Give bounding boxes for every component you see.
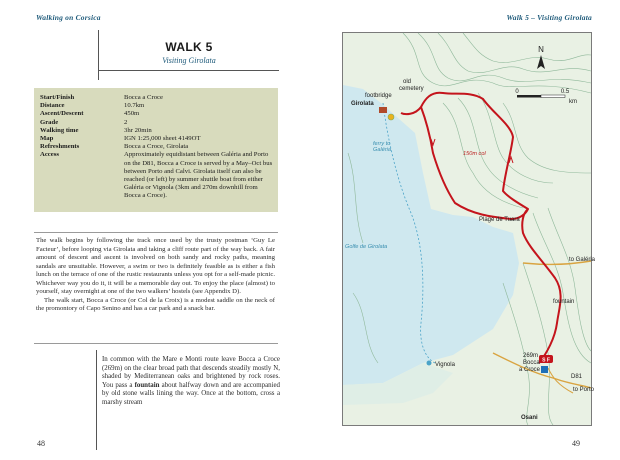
start-finish-label: S F [542, 357, 550, 364]
info-value: 2 [124, 118, 128, 126]
body-text-part: about halfway down and are accompanied by old stone walls lining the way. Once at the bottom, cross a marshy stream [102, 381, 280, 406]
walk-title: WALK 5 [165, 40, 213, 54]
north-label: N [538, 45, 544, 54]
intro-box [34, 232, 278, 344]
label-to-galeria: to Galéria [569, 257, 596, 263]
intro-paragraph: The walk start, Bocca a Croce (or Col de la Croix) is a modest saddle on the neck of the promontory of Capo Senino and has a car park and a snack bar. [36, 296, 275, 312]
label-ferry-2: Galéria [373, 147, 392, 153]
info-row [40, 143, 274, 151]
info-key: Refreshments [40, 143, 80, 151]
label-plage: Plage de Tuara [479, 217, 520, 223]
info-value: Approximately equidistant between Galéria and Porto on the D81, Bocca a Croce is served by a May–Oct bus between Porto and Calvi. Girolata itself can also be reached (or left) by summer shuttle boat from either Galéria or Vignola (3km and 270m downhill from Bocca a Croce). [124, 151, 273, 200]
info-row [40, 119, 274, 127]
label-golfe: Golfe de Girolata [345, 244, 388, 250]
info-row [40, 102, 274, 110]
label-girolata: Girolata [351, 101, 374, 107]
scale-0: 0 [515, 89, 519, 95]
body-text-bold: fountain [134, 381, 160, 389]
label-osani: Osani [521, 415, 538, 421]
label-col: 150m col [463, 151, 486, 157]
info-value: IGN 1:25,000 sheet 4149OT [124, 135, 201, 143]
running-head-left: Walking on Corsica [36, 13, 101, 22]
walk-info-box [34, 88, 278, 212]
subtitle-rule [99, 70, 279, 71]
info-value: 3hr 20min [124, 126, 152, 134]
info-row [40, 94, 274, 102]
vignola-marker [427, 361, 432, 366]
scale-unit: km [569, 99, 577, 105]
info-key: Access [40, 151, 59, 159]
info-value: 450m [124, 110, 140, 118]
info-row [40, 110, 274, 118]
intro-paragraph: The walk begins by following the track once used by the trusty postman ‘Guy Le Facteur’, before looping via Girolata and taking a cliff route part of the way back. A fair amount of descent and ascent is involved on both sandy and rocky paths, meaning sandals are unsuitable. However, a swim or two is definitely feasible as is either a fish lunch on the terrace of one of the rustic restaurants unless you opt for a self-made picnic. Whichever way you do it, it will be a memorable day out. To enjoy the place (almost) to yourself, stay overnight at one of the two walkers’ hostels (see Appendix D). [36, 237, 275, 295]
info-key: Map [40, 135, 54, 143]
title-rule [98, 30, 99, 80]
label-bocca-1: Bocca [523, 360, 540, 366]
body-text [102, 356, 280, 408]
info-value: 10.7km [124, 102, 145, 110]
info-row [40, 127, 274, 135]
label-bocca-2: a Croce [519, 367, 541, 373]
body-text-part: In common with the Mare e Monti route leave Bocca a Croce (269m) on the clear broad path that descends steadily mostly N, shaded by Mediterranean oaks and brightened by rock roses. You pass a [102, 356, 280, 389]
info-value: Bocca a Croce [124, 94, 163, 101]
info-key: Distance [40, 102, 65, 110]
start-marker-girolata [388, 114, 394, 120]
scale-05: 0.5 [560, 89, 570, 95]
label-old: old [403, 79, 412, 85]
label-d81: D81 [571, 374, 583, 380]
route-map-svg [343, 33, 596, 425]
info-value: Bocca a Croce, Girolata [124, 143, 189, 151]
label-footbridge: footbridge [365, 93, 392, 99]
right-page [310, 0, 620, 460]
label-to-porto: to Porto [573, 387, 595, 393]
village-girolata [379, 107, 387, 113]
route-map [342, 32, 596, 426]
info-key: Walking time [40, 126, 79, 134]
info-key: Ascent/Descent [40, 110, 84, 118]
label-ferry-1: ferry to [373, 141, 391, 147]
walk-subtitle: Visiting Girolata [162, 56, 216, 65]
page-number-right: 49 [572, 439, 580, 448]
info-row [40, 135, 274, 143]
label-cemetery: cemetery [399, 86, 424, 92]
info-row [40, 151, 274, 200]
info-key: Grade [40, 118, 59, 126]
scale-bar-white [541, 95, 565, 98]
label-altitude: 269m [523, 353, 539, 359]
label-vignola: Vignola [435, 362, 455, 368]
body-rule [96, 350, 97, 450]
running-head-right: Walk 5 – Visiting Girolata [506, 13, 592, 22]
label-fountain: fountain [553, 299, 575, 305]
page-number-left: 48 [37, 439, 45, 448]
info-key: Start/Finish [40, 94, 75, 101]
parking-icon [541, 366, 548, 373]
scale-bar-black [517, 95, 541, 98]
